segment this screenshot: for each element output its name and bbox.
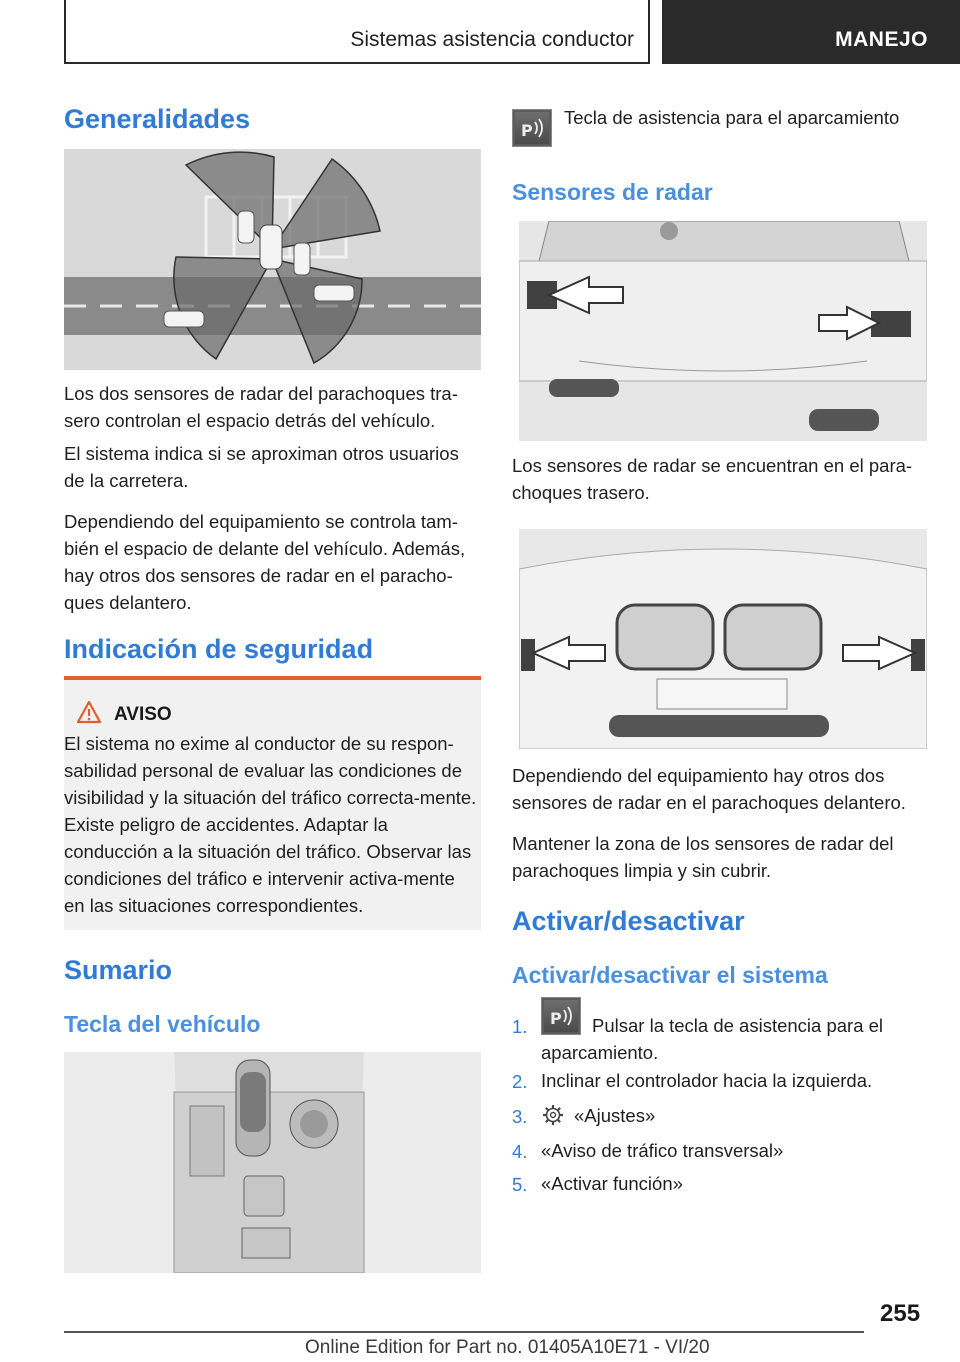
figure-center-console — [64, 1052, 481, 1273]
warning-triangle-icon — [76, 700, 102, 729]
step-5-text: «Activar función» — [541, 1173, 683, 1194]
step-1-number: 1. — [512, 1016, 528, 1037]
key-caption: Tecla de asistencia para el aparcamiento — [564, 107, 900, 128]
step-3-number: 3. — [512, 1106, 528, 1127]
step-4-text: «Aviso de tráfico transversal» — [541, 1140, 784, 1161]
header-section-box — [64, 0, 650, 64]
step-5-number: 5. — [512, 1174, 528, 1195]
header-section-title: Sistemas asistencia conductor — [350, 28, 634, 51]
step-4-number: 4. — [512, 1141, 528, 1162]
rear-bumper-illustration — [519, 221, 927, 441]
paragraph-equipamiento: Dependiendo del equipamiento se controla tam-bién el espacio de delante del vehículo. Además, hay otros dos sensores de radar en el paracho-ques delantero. — [64, 511, 466, 613]
paragraph-sensores-delanteros: Dependiendo del equipamiento hay otros dos sensores de radar en el parachoques delantero. — [512, 765, 906, 813]
parking-assist-key-icon — [512, 109, 552, 147]
paragraph-sensores-traseros-ubicacion: Los sensores de radar se encuentran en el para-choques trasero. — [512, 455, 913, 503]
heading-activar-sistema: Activar/desactivar el sistema — [512, 962, 828, 988]
svg-text:P: P — [521, 121, 533, 140]
parking-assist-key-icon — [541, 997, 581, 1035]
paragraph-sensores-traseros: Los dos sensores de radar del parachoques tra-sero controlan el espacio detrás del vehículo. — [64, 383, 458, 431]
step-1-text: Pulsar la tecla de asistencia para el — [592, 1015, 884, 1036]
header-chapter-title: MANEJO — [835, 28, 928, 51]
warning-box — [64, 676, 481, 930]
figure-front-bumper — [519, 529, 927, 749]
step-1-text-cont: aparcamiento. — [541, 1042, 659, 1063]
center-console-illustration — [64, 1052, 481, 1273]
gear-icon — [542, 1104, 564, 1131]
heading-tecla-vehiculo: Tecla del vehículo — [64, 1011, 261, 1037]
warning-title: AVISO — [114, 704, 172, 725]
header-chapter-box — [662, 0, 960, 64]
warning-text: El sistema no exime al conductor de su respon-sabilidad personal de evaluar las condiciones de visibilidad y la situación del tráfico correcta-mente. Existe peligro de accidentes. Adaptar la conducción a la situación del tráfico. Observar las condiciones del tráfico e intervenir activa-mente en las situaciones correspondientes. — [64, 733, 477, 916]
paragraph-mantener-limpia: Mantener la zona de los sensores de radar del parachoques limpia y sin cubrir. — [512, 833, 894, 881]
svg-text:P: P — [550, 1009, 562, 1028]
paragraph-sistema-indica: El sistema indica si se aproximan otros usuarios de la carretera. — [64, 443, 459, 491]
heading-sensores-radar: Sensores de radar — [512, 179, 713, 205]
step-2-number: 2. — [512, 1071, 528, 1092]
radar-zones-illustration — [64, 149, 481, 370]
footer-edition: Online Edition for Part no. 01405A10E71 - VI/20 — [305, 1337, 710, 1358]
heading-sumario: Sumario — [64, 955, 173, 985]
heading-generalidades: Generalidades — [64, 104, 251, 134]
page-number: 255 — [880, 1300, 921, 1327]
step-2-text: Inclinar el controlador hacia la izquierda. — [541, 1070, 873, 1091]
heading-activar-desactivar: Activar/desactivar — [512, 906, 745, 936]
step-3-text: «Ajustes» — [574, 1105, 656, 1126]
heading-indicacion-seguridad: Indicación de seguridad — [64, 634, 374, 664]
figure-rear-bumper — [519, 221, 927, 441]
front-bumper-illustration — [519, 529, 927, 749]
figure-radar-zones — [64, 149, 481, 370]
footer-divider — [64, 1331, 864, 1333]
